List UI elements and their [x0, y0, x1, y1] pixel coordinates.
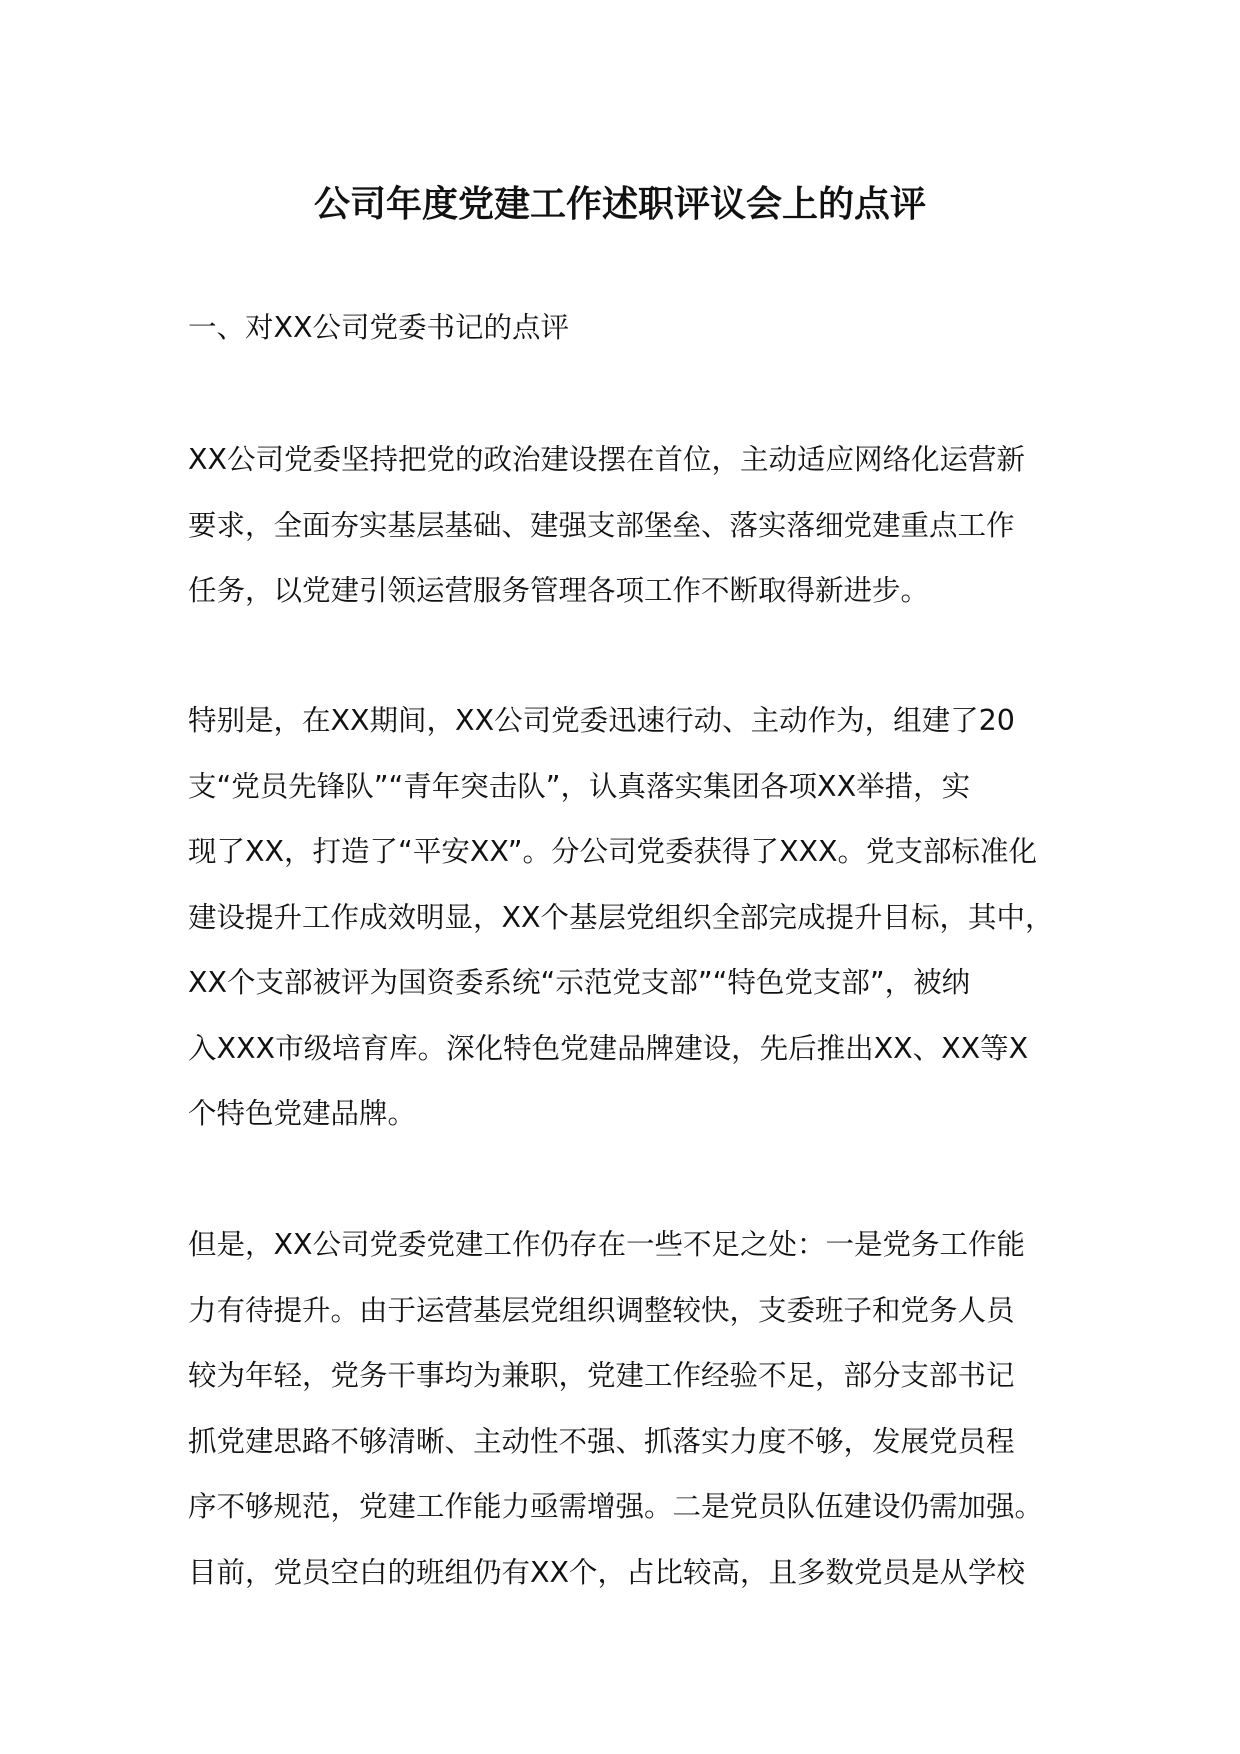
document-title: 公司年度党建工作述职评议会上的点评	[313, 184, 926, 225]
section-heading: 一、对XX公司党委书记的点评	[188, 311, 570, 344]
paragraph-line: 入XXX市级培育库。深化特色党建品牌建设，先后推出XX、XX等X	[188, 1031, 1029, 1065]
paragraph-line: 要求，全面夯实基层基础、建强支部堡垒、落实落细党建重点工作	[188, 508, 1015, 542]
paragraph-line: 抓党建思路不够清晰、主动性不强、抓落实力度不够，发展党员程	[188, 1424, 1015, 1458]
paragraph-line: 现了XX，打造了“平安XX”。分公司党委获得了XXX。党支部标准化	[188, 835, 1038, 868]
paragraph-line: 但是，XX公司党委党建工作仍存在一些不足之处：一是党务工作能	[188, 1228, 1026, 1261]
paragraph-line: XX公司党委坚持把党的政治建设摆在首位，主动适应网络化运营新	[188, 443, 1026, 476]
paragraph-line: 个特色党建品牌。	[188, 1097, 417, 1130]
paragraph-line: 任务，以党建引领运营服务管理各项工作不断取得新进步。	[188, 574, 930, 607]
paragraph-line: 序不够规范，党建工作能力亟需增强。二是党员队伍建设仍需加强。	[188, 1490, 1044, 1523]
paragraph-line: 支“党员先锋队”“青年突击队”，认真落实集团各项XX举措，实	[188, 769, 971, 803]
paragraph-line: 力有待提升。由于运营基层党组织调整较快，支委班子和党务人员	[188, 1293, 1015, 1327]
paragraph-line: 建设提升工作成效明显，XX个基层党组织全部完成提升目标，其中，	[188, 900, 1054, 934]
paragraph-line: XX个支部被评为国资委系统“示范党支部”“特色党支部”，被纳	[188, 966, 971, 999]
paragraph-line: 目前，党员空白的班组仍有XX个，占比较高，且多数党员是从学校	[188, 1555, 1026, 1589]
paragraph-line: 较为年轻，党务干事均为兼职，党建工作经验不足，部分支部书记	[188, 1359, 1015, 1392]
paragraph-line: 特别是，在XX期间，XX公司党委迅速行动、主动作为，组建了20	[188, 704, 1015, 737]
